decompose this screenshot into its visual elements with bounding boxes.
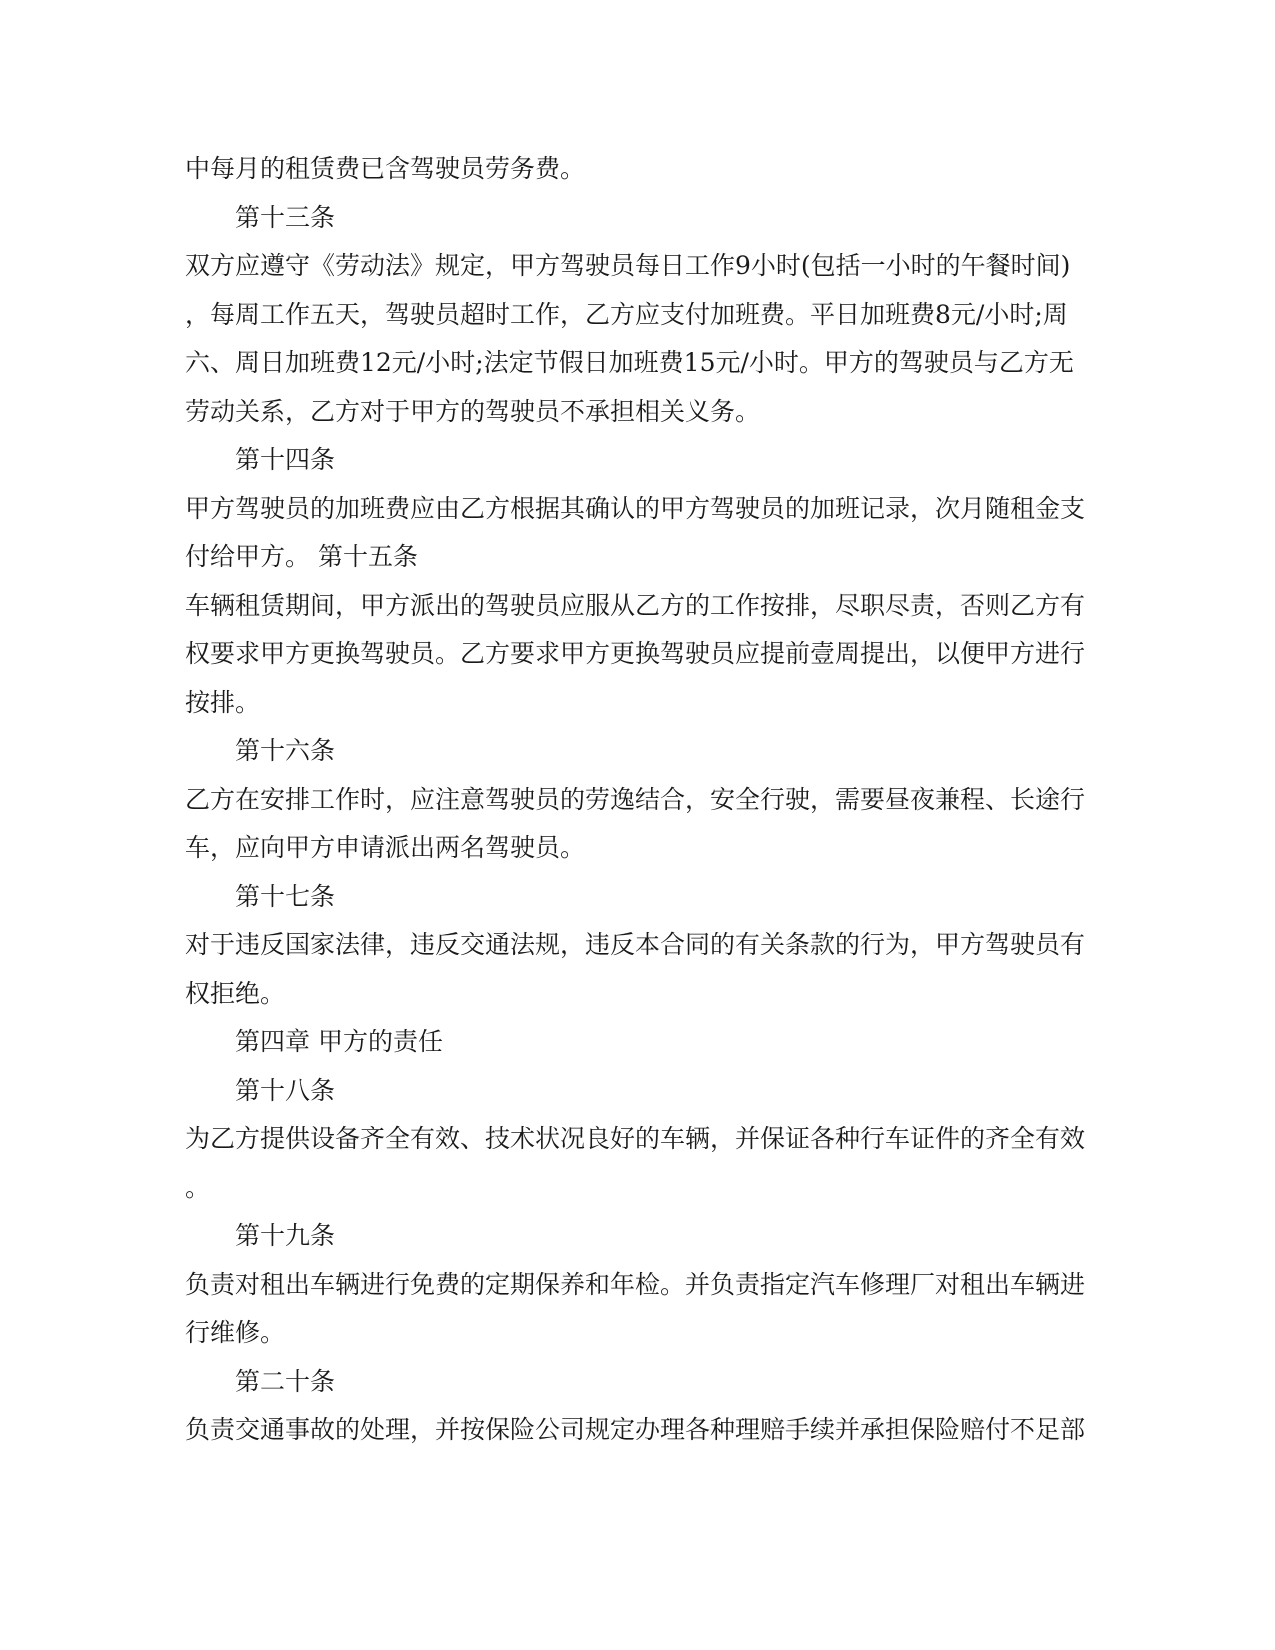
article-heading-19: 第十九条 xyxy=(235,1221,336,1250)
article-heading-18: 第十八条 xyxy=(235,1075,336,1105)
text-line: 乙方在安排工作时，应注意驾驶员的劳逸结合，安全行驶，需要昼夜兼程、长途行 xyxy=(185,784,1086,814)
text-line: 按排。 xyxy=(185,687,261,717)
text-line: 行维修。 xyxy=(185,1318,286,1347)
text-line: 负责对租出车辆进行免费的定期保养和年检。并负责指定汽车修理厂对租出车辆进 xyxy=(185,1269,1086,1299)
chapter-heading-4: 第四章 甲方的责任 xyxy=(235,1027,443,1056)
text-line: 权拒绝。 xyxy=(185,978,286,1008)
text-line: ，每周工作五天，驾驶员超时工作，乙方应支付加班费。平日加班费8元/小时;周 xyxy=(185,299,1068,329)
article-heading-17: 第十七条 xyxy=(235,881,336,911)
text-line: 双方应遵守《劳动法》规定，甲方驾驶员每日工作9小时(包括一小时的午餐时间) xyxy=(185,251,1071,280)
text-line: 六、周日加班费12元/小时;法定节假日加班费15元/小时。甲方的驾驶员与乙方无 xyxy=(185,348,1074,377)
text-line: 车辆租赁期间，甲方派出的驾驶员应服从乙方的工作按排，尽职尽责，否则乙方有 xyxy=(185,590,1086,620)
text-line: 对于违反国家法律，违反交通法规，违反本合同的有关条款的行为，甲方驾驶员有 xyxy=(185,930,1086,959)
text-line: 为乙方提供设备齐全有效、技术状况良好的车辆，并保证各种行车证件的齐全有效 xyxy=(185,1124,1086,1153)
text-line: 付给甲方。 第十五条 xyxy=(185,542,418,571)
article-heading-20: 第二十条 xyxy=(235,1366,336,1396)
text-line: 劳动关系，乙方对于甲方的驾驶员不承担相关义务。 xyxy=(185,396,761,426)
text-line: 权要求甲方更换驾驶员。乙方要求甲方更换驾驶员应提前壹周提出，以便甲方进行 xyxy=(185,639,1086,668)
document-body xyxy=(185,145,1085,1455)
article-heading-16: 第十六条 xyxy=(235,736,336,765)
text-line: 负责交通事故的处理，并按保险公司规定办理各种理赔手续并承担保险赔付不足部 xyxy=(185,1415,1086,1444)
text-line: 车，应向甲方申请派出两名驾驶员。 xyxy=(185,833,586,862)
text-line: 。 xyxy=(185,1172,211,1202)
article-heading-14: 第十四条 xyxy=(235,445,336,474)
text-line: 甲方驾驶员的加班费应由乙方根据其确认的甲方驾驶员的加班记录，次月随租金支 xyxy=(185,493,1086,523)
article-heading-13: 第十三条 xyxy=(235,202,336,232)
text-line: 中每月的租赁费已含驾驶员劳务费。 xyxy=(185,154,586,183)
